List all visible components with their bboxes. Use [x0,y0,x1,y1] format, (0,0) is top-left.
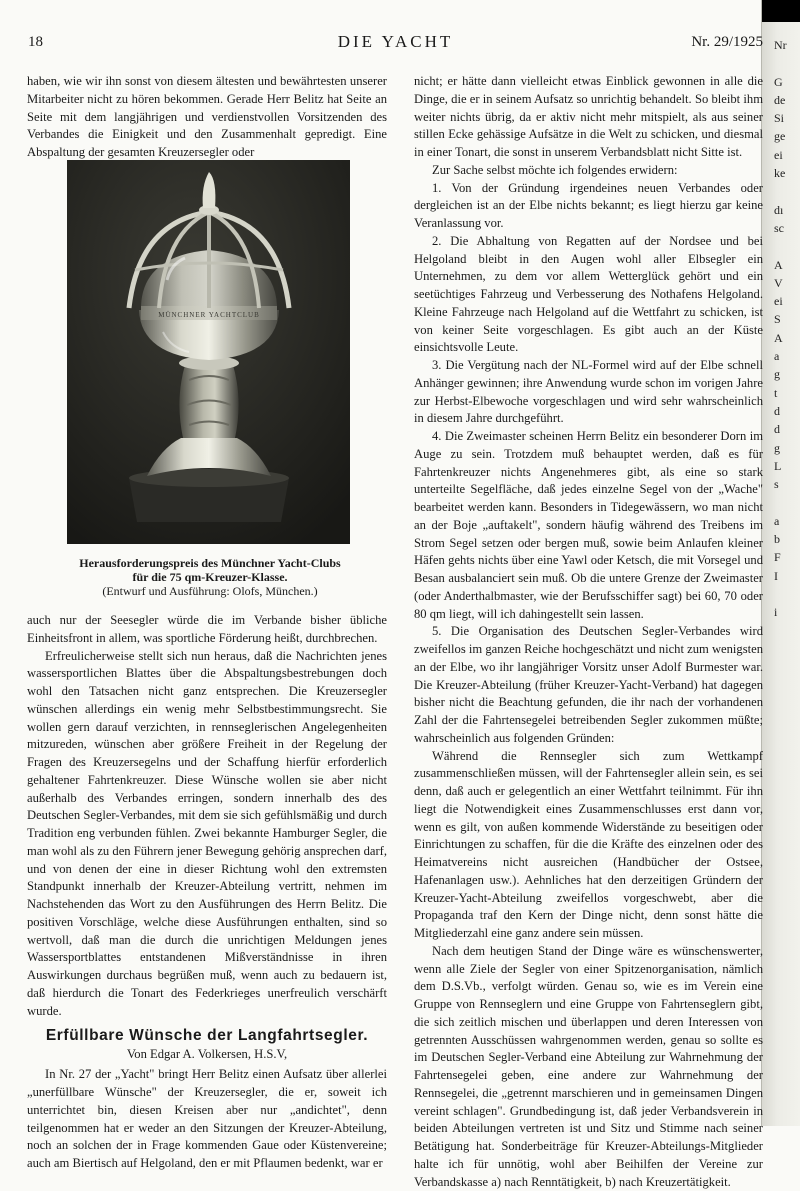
adjacent-page-fragment: A [774,257,783,272]
adjacent-page-fragment: g [774,367,780,382]
paragraph: In Nr. 27 der „Yacht" bringt Herr Belitz einen Aufsatz über allerlei „unerfüllbare Wünsche" der Kreuzersegler, die er, soweit ich unterrichtet bin, diesen Kreisen aber nur „andichtet", denn teilgenommen hat er weder an den Sitzungen der Kreuzer-Abteilung, noch an solchen der in Frage kommenden Gaue oder Küstenvereine; auch am Biertisch auf Helgoland, den er mit Pflaumen bedenkt, war er [27,1067,387,1170]
left-column-bottom [27,612,387,1173]
adjacent-page-fragment: ei [774,147,783,162]
adjacent-page-fragment: A [774,330,783,345]
adjacent-page-fragment: V [774,275,783,290]
list-item: 3. Die Vergütung nach der NL-Formel wird auf der Elbe schnell Anhänger gewinnen; ihre Anwendung wurde schon im vorigen Jahre zur Herbst-Elbewoche vorgeschlagen und wird sehr wahrscheinlich in diesem Jahre durchgeführt. [414,358,763,426]
caption-credit: (Entwurf und Ausführung: Olofs, München.) [102,584,318,598]
adjacent-page-fragment: de [774,92,786,107]
adjacent-page-fragment: ge [774,129,786,144]
adjacent-page-fragment: ei [774,294,783,309]
journal-title: DIE YACHT [337,32,454,51]
paragraph: auch nur der Seesegler würde die im Verbande bisher übliche Einheitsfront in allem, was sportliche Förderung heißt, durchbrechen. [27,613,387,645]
caption-line-2: für die 75 qm-Kreuzer-Klasse. [132,570,288,584]
adjacent-page-fragment: F [774,550,781,565]
adjacent-page-fragment [774,237,796,255]
right-column [414,73,763,1191]
adjacent-page-fragment: s [774,477,779,492]
adjacent-page-fragment: I [774,568,778,583]
trophy-cup-illustration [67,160,350,544]
adjacent-page-fragment: t [774,385,778,400]
adjacent-page-fragment [774,182,796,200]
adjacent-page-fragment: Si [774,111,785,126]
paragraph: Während die Rennsegler sich zum Wettkampf zusammenschließen müssen, will der Fahrtensegler allein sein, es sei denn, daß auch er gelegentlich an einer Wettfahrt teilnimmt. Für ihn liegt die Notwendigkeit eines Zusammenschlusses erst dann vor, wenn es gilt, von außen kommende Widerstände zu beseitigen oder Einrichtungen zu schaffen, für die die Kräfte des einzelnen oder des Heimatvereins nicht ausreichen (Handbücher der Ostsee, Hafenanlagen usw.). Aehnliches hat den derzeitigen Gründern der Kreuzer-Yacht-Abteilung zweifellos vorgeschwebt, aber die Propaganda traf den Kern der Dinge nicht, denn sonst hätte die Mitgliederzahl eine ganz andere sein müssen. [414,748,763,940]
trophy-photo [67,160,350,544]
adjacent-page-fragment [774,493,796,511]
adjacent-page-fragment: G [774,74,783,89]
list-item: 5. Die Organisation des Deutschen Segler-Verbandes wird zweifellos im ganzen Reiche hochgeschätzt und nicht zum wenigsten an der Elbe, wo ihr langjähriger Vorsitz unser Adolf Burmester war. Die Kreuzer-Abteilung (früher Kreuzer-Yacht-Verband) hat dagegen bisher nicht die Beachtung gefunden, die ihr nach der vorhandenen Zahl der die Fahrtensegelei betreibenden Segler zukommen müßte; wahrscheinlich aus folgenden Gründen: [414,624,764,745]
adjacent-page-fragment: g [774,440,780,455]
adjacent-page-fragment [774,54,796,72]
trophy-band-inscription: MÜNCHNER YACHTCLUB [158,311,260,319]
list-item: 2. Die Abhaltung von Regatten auf der Nordsee und bei Helgoland bleibt in den Augen wohl aller Elbsegler ein Unternehmen, zu dem vor allem Wetterglück gehört und ein seetüchtiges Fahrzeug und Verbesserung des Nothafens Helgoland. Kleine Fahrzeuge nach Helgoland auf die Wettfahrt zu schicken, ist von keiner Seite vorgeschlagen. Es gibt auch an der Küste einsichtsvolle Leute. [414,233,763,355]
list-item: 4. Die Zweimaster scheinen Herrn Belitz ein besonderer Dorn im Auge zu sein. Trotzdem muß behauptet werden, daß es für Fahrtenkreuzer nichts Angenehmeres gibt, als eine so stark unterteilte Segelfläche, daß jedes einzelne Segel von der „Wache" bearbeitet werden kann. Besonders in Tidegewässern, wo man nicht an der Boje „auftakelt", sondern häufig während des Treibens im Strom Segel setzen oder bergen muß, sowie beim Anlaufen kleiner Häfen gehts nichts über eine Yawl oder Ketsch, die mit Vorsegel und Besan ausbalanciert sein muß. Ob die untere Grenze der Zweimaster (oder Anderthalbmaster, wie der Berufsschiffer sagt) bei 60, 70 oder 80 qm liegt, will ich dahingestellt sein lassen. [414,429,763,621]
adjacent-page-fragment: dı [774,202,784,217]
adjacent-page-fragment [774,585,796,603]
adjacent-page-shadow [762,0,800,22]
page-header [28,30,763,54]
paragraph: Zur Sache selbst möchte ich folgendes erwidern: [432,162,678,177]
page-number: 18 [28,34,43,50]
list-item: 1. Von der Gründung irgendeines neuen Verbandes oder dergleichen ist an der Elbe nichts bekannt; es liegt hierzu gar keine Veranlassung vor. [414,180,763,230]
adjacent-page-edge [761,0,800,1126]
paragraph: Nach dem heutigen Stand der Dinge wäre es wünschenswerter, wenn alle Ziele der Segler von einer Spitzenorganisation, nämlich dem D.S.Vb., verfolgt würden. Genau so, wie es im Verein eine Gruppe von Rennseglern und eine Gruppe von Fahrtenseglern gibt, die sich zeitlich mischen und überlappen und deren Interessen von getrennten Ausschüssen wahrgenommen werden, genau so sollte es im Deutschen Segler-Verband eine Abteilung zur Wahrnehmung der Fahrtensegelei geben, eine andere zur Wahrnehmung der Rennsegelei, die „getrennt marschieren und in gemeinsamen Dingen vereint schlagen". Grundbedingung ist, daß jeder Verbandsverein in beiden Abteilungen vertreten ist und Sitz und Stimme nach seiner Betätigung hat. Sonderbeiträge für Kreuzer-Abteilungs-Mitglieder halte ich für unnötig, wohl aber Beihilfen der Vereine zur Verbandskasse a) nach Renntätigkeit, b) nach Kreuzertätigkeit. [414,943,763,1189]
adjacent-page-fragment: i [774,605,778,620]
adjacent-page-fragment: a [774,349,780,364]
adjacent-page-fragment: sc [774,220,784,235]
figure-caption [40,556,380,598]
adjacent-page-fragment: S [774,312,781,327]
adjacent-page-fragment: a [774,513,780,528]
adjacent-page-fragment: d [774,403,780,418]
adjacent-page-text [774,36,796,622]
paragraph: Erfreulicherweise stellt sich nun heraus, daß die Nachrichten jenes wassersportlichen Blattes über die Abspaltungsbestrebungen doch wohl den Tatsachen nicht ganz entsprechen. Die Kreuzersegler wünschen allerdings ein wenig mehr Selbstbestimmungsrecht. Sie wollen gern darauf verzichten, in rennseglerischen Angelegenheiten mitzureden, wünschen aber größere Freiheit in der Regelung der Fragen des Kreuzersegelns und der Schaffung hierfür erforderlich gehaltener Fahrtenkreuzer. Diese Wünsche wollen sie aber nicht außerhalb des Verbandes erringen, sondern innerhalb des des Deutschen Segler-Verbandes, mit dem sie sich gefühlsmäßig und durch Tradition eng verbunden fühlen. Zwei bekannte Hamburger Segler, die man wohl als zu den Führern jener Bewegung gehörig ansprechen darf, und von denen der eine in dieser Richtung wohl den extremsten Standpunkt innerhalb der Kreuzer-Abteilung vertritt, nehmen im Nachstehenden das Wort zu den Ausführungen des Herrn Belitz. Die positiven Vorschläge, welche diese Ausführungen enthalten, sind so wertvoll, daß man die durch die unrichtigen Meldungen jenes Wassersportblattes entstandenen Mißverständnisse in ihren Auswirkungen durchaus begrüßen muß, wenn auch zu bedauern ist, daß hierdurch die Tonart des Federkrieges unerfreulich verschärft wurde. [27,648,387,1018]
left-column-top [27,73,387,162]
issue-number: Nr. 29/1925 [691,34,763,50]
adjacent-page-fragment: ke [774,166,786,181]
adjacent-page-fragment: d [774,422,780,437]
caption-line-1: Herausforderungspreis des Münchner Yacht-Clubs [79,556,341,570]
adjacent-page-fragment: Nr [774,38,787,52]
paragraph: nicht; er hätte dann vielleicht etwas Einblick gewonnen in alle die Dinge, die er in seinem Aufsatz so unrichtig behandelt. So bleibt ihm weiter nichts übrig, da er aktiv nicht mehr mitspielt, als aus seiner stillen Ecke gehässige Aufsätze in die Welt zu schicken, und diesmal in einer Tonart, die sonst in unserem Verbandsblatt nicht Sitte ist. [414,74,763,159]
adjacent-page-fragment: b [774,532,780,547]
article-author: Von Edgar A. Volkersen, H.S.V, [126,1047,288,1062]
paragraph: haben, wie wir ihn sonst von diesem ältesten und bewährtesten unserer Mitarbeiter nicht zu hören bekommen. Gerade Herr Belitz hat Seite an Seite mit dem langjährigen und verdienstvollen Vorsitzenden des Verbandes die Einigkeit und den Zusammenhalt gepredigt. Eine Abspaltung der gesamten Kreuzersegler oder [27,74,387,159]
article-title: Erfüllbare Wünsche der Langfahrtsegler. [45,1027,369,1045]
adjacent-page-fragment: L [774,458,782,473]
